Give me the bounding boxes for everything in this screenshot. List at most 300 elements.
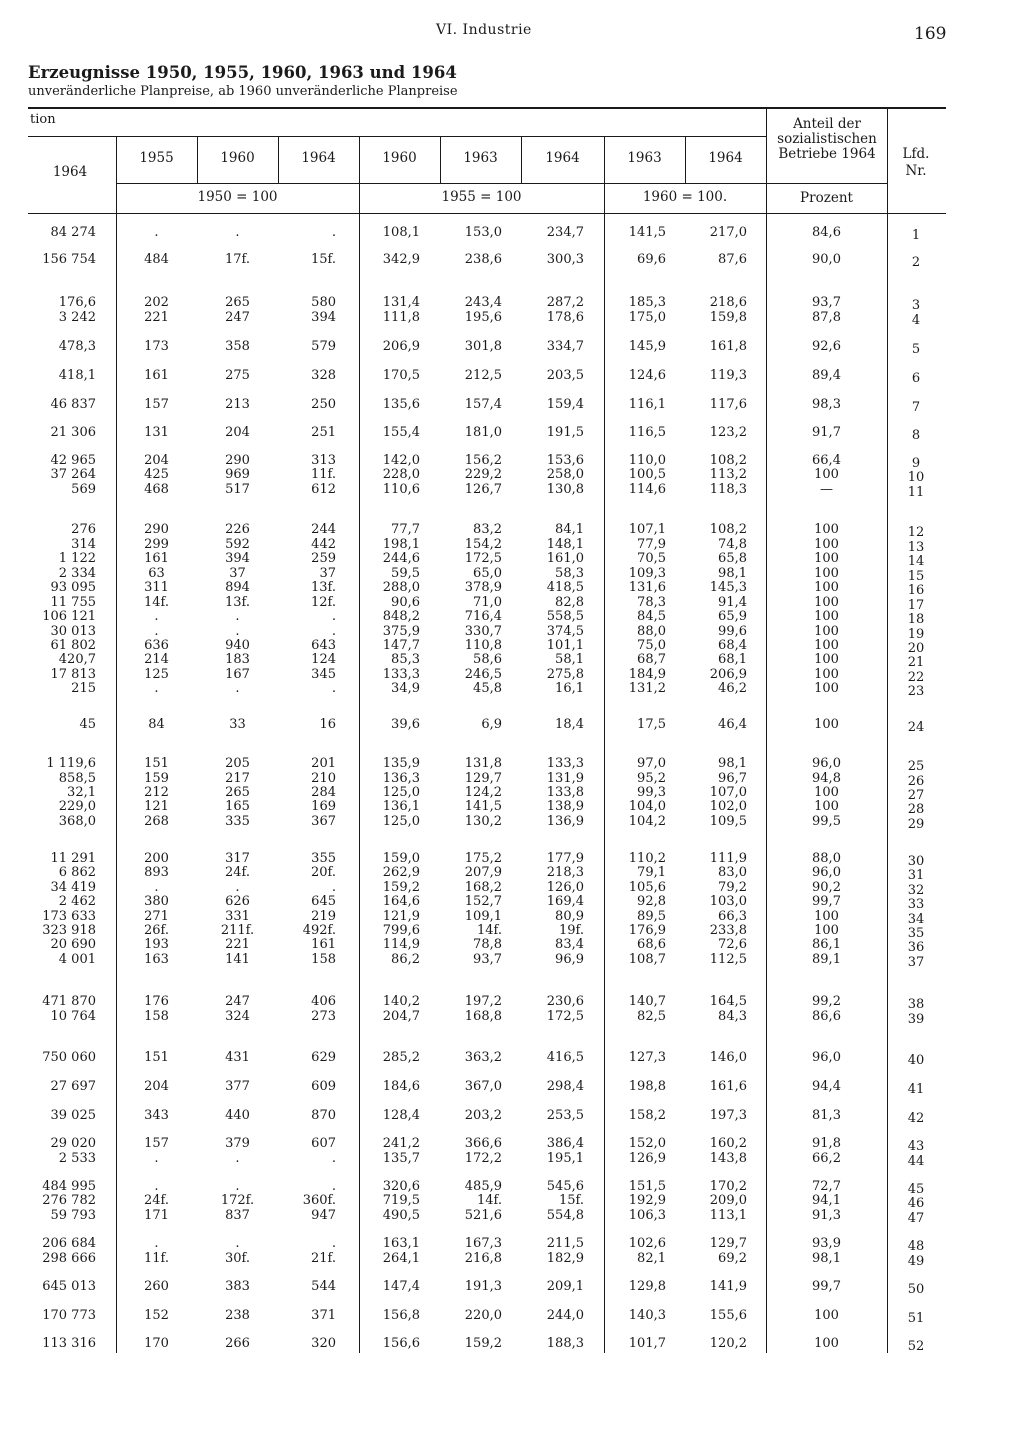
- cell-idx1960-1963: 69,6: [637, 252, 666, 267]
- cell-idx1950-1964: .: [331, 1151, 336, 1166]
- cell-idx1960-1964: 108,2: [709, 522, 747, 537]
- header-g1-1960: 1960: [220, 150, 255, 166]
- cell-idx1950-1964: 360f.: [302, 1193, 336, 1208]
- cell-idx1950-1960: 837: [225, 1208, 250, 1223]
- cell-idx1955-1963: 124,2: [464, 785, 502, 800]
- cell-idx1950-1955: 636: [144, 638, 169, 653]
- cell-anteil-prozent: 94,8: [812, 771, 841, 786]
- cell-lfd-nr: 47: [907, 1211, 925, 1226]
- cell-idx1955-1960: 110,6: [382, 482, 420, 497]
- cell-idx1960-1964: 160,2: [709, 1136, 747, 1151]
- cell-anteil-prozent: 66,4: [812, 453, 841, 468]
- cell-prod-1964: 3 242: [58, 310, 96, 325]
- cell-idx1950-1955: 202: [144, 295, 169, 310]
- cell-idx1950-1960: 13f.: [224, 595, 251, 610]
- cell-prod-1964: 1 119,6: [46, 756, 96, 771]
- cell-prod-1964: 1 122: [58, 551, 96, 566]
- cell-idx1960-1963: 152,0: [628, 1136, 666, 1151]
- cell-idx1955-1964: 300,3: [546, 252, 584, 267]
- cell-idx1955-1964: 298,4: [546, 1079, 584, 1094]
- cell-idx1950-1960: 238: [225, 1308, 250, 1323]
- cell-idx1960-1963: 84,5: [637, 609, 666, 624]
- cell-idx1955-1960: 125,0: [382, 785, 420, 800]
- cell-idx1960-1963: 126,9: [628, 1151, 666, 1166]
- cell-idx1955-1964: 19f.: [558, 923, 584, 938]
- cell-anteil-prozent: 100: [814, 580, 839, 595]
- cell-idx1950-1964: .: [331, 681, 336, 696]
- cell-anteil-prozent: 91,7: [812, 425, 841, 440]
- cell-idx1960-1964: 129,7: [709, 1236, 747, 1251]
- cell-lfd-nr: 20: [907, 641, 925, 656]
- cell-prod-1964: 484 995: [42, 1179, 96, 1194]
- cell-idx1950-1964: 158: [311, 952, 336, 967]
- cell-idx1950-1955: 173: [144, 339, 169, 354]
- cell-idx1955-1964: 153,6: [546, 453, 584, 468]
- header-bottom-rule: [28, 213, 946, 214]
- cell-anteil-prozent: 100: [814, 681, 839, 696]
- cell-idx1950-1955: 176: [144, 994, 169, 1009]
- cell-idx1955-1964: 253,5: [546, 1108, 584, 1123]
- cell-idx1955-1964: 82,8: [555, 595, 584, 610]
- cell-idx1950-1955: 84: [148, 717, 165, 732]
- cell-idx1950-1964: 13f.: [310, 580, 336, 595]
- cell-idx1960-1964: 96,7: [718, 771, 747, 786]
- cell-idx1960-1964: 197,3: [709, 1108, 747, 1123]
- cell-idx1955-1964: 83,4: [555, 937, 584, 952]
- cell-idx1960-1964: 84,3: [718, 1009, 747, 1024]
- cell-idx1955-1963: 130,2: [464, 814, 502, 829]
- cell-idx1955-1963: 243,4: [464, 295, 502, 310]
- cell-prod-1964: 173 633: [42, 909, 96, 924]
- cell-idx1955-1963: 167,3: [464, 1236, 502, 1251]
- table-subtitle: unveränderliche Planpreise, ab 1960 unveränderliche Planpreise: [28, 84, 458, 99]
- cell-idx1950-1955: 14f.: [143, 595, 170, 610]
- cell-idx1950-1964: 645: [311, 894, 336, 909]
- cell-idx1960-1964: 209,0: [709, 1193, 747, 1208]
- cell-idx1950-1955: 158: [144, 1009, 169, 1024]
- cell-idx1955-1964: 148,1: [546, 537, 584, 552]
- cell-anteil-prozent: 94,1: [812, 1193, 841, 1208]
- cell-anteil-prozent: 89,4: [812, 368, 841, 383]
- cell-idx1955-1960: 159,2: [382, 880, 420, 895]
- cell-idx1955-1960: 163,1: [382, 1236, 420, 1251]
- cell-idx1955-1964: 386,4: [546, 1136, 584, 1151]
- cell-idx1950-1960: .: [235, 1179, 240, 1194]
- cell-idx1950-1955: 271: [144, 909, 169, 924]
- stub-heading-fragment: tion: [30, 112, 56, 127]
- cell-idx1960-1963: 116,5: [628, 425, 666, 440]
- cell-idx1955-1960: 59,5: [391, 566, 420, 581]
- cell-idx1955-1964: 191,5: [546, 425, 584, 440]
- cell-idx1960-1964: 79,2: [718, 880, 747, 895]
- cell-idx1950-1964: 345: [311, 667, 336, 682]
- cell-idx1955-1963: 45,8: [473, 681, 502, 696]
- cell-lfd-nr: 6: [911, 371, 921, 386]
- cell-lfd-nr: 43: [907, 1139, 925, 1154]
- cell-idx1960-1964: 65,8: [718, 551, 747, 566]
- cell-idx1960-1963: 82,5: [637, 1009, 666, 1024]
- cell-idx1955-1960: 184,6: [382, 1079, 420, 1094]
- cell-idx1960-1964: 111,9: [709, 851, 747, 866]
- cell-prod-1964: 30 013: [50, 624, 96, 639]
- cell-lfd-nr: 2: [911, 255, 921, 270]
- cell-idx1950-1964: 21f.: [310, 1251, 336, 1266]
- cell-prod-1964: 471 870: [42, 994, 96, 1009]
- cell-idx1950-1964: .: [331, 225, 336, 240]
- cell-idx1950-1960: 165: [225, 799, 250, 814]
- cell-idx1955-1960: 170,5: [382, 368, 420, 383]
- cell-idx1955-1964: 418,5: [546, 580, 584, 595]
- cell-idx1950-1955: 484: [144, 252, 169, 267]
- cell-prod-1964: 170 773: [42, 1308, 96, 1323]
- cell-idx1950-1964: .: [331, 880, 336, 895]
- cell-idx1950-1960: 894: [225, 580, 250, 595]
- cell-idx1955-1963: 172,5: [464, 551, 502, 566]
- cell-idx1955-1960: 125,0: [382, 814, 420, 829]
- cell-lfd-nr: 5: [911, 342, 921, 357]
- cell-prod-1964: 156 754: [42, 252, 96, 267]
- cell-idx1955-1963: 168,8: [464, 1009, 502, 1024]
- cell-idx1960-1963: 79,1: [637, 865, 666, 880]
- cell-idx1950-1960: 431: [225, 1050, 250, 1065]
- cell-anteil-prozent: 99,5: [812, 814, 841, 829]
- cell-prod-1964: 42 965: [50, 453, 96, 468]
- cell-idx1955-1960: 128,4: [382, 1108, 420, 1123]
- cell-idx1950-1960: 17f.: [224, 252, 251, 267]
- cell-idx1955-1963: 203,2: [464, 1108, 502, 1123]
- cell-idx1950-1955: 221: [144, 310, 169, 325]
- cell-idx1960-1963: 88,0: [637, 624, 666, 639]
- cell-anteil-prozent: 100: [814, 638, 839, 653]
- cell-idx1955-1963: 6,9: [481, 717, 502, 732]
- cell-idx1955-1960: 164,6: [382, 894, 420, 909]
- cell-prod-1964: 229,0: [58, 799, 96, 814]
- cell-idx1955-1963: 366,6: [464, 1136, 502, 1151]
- cell-idx1950-1964: 219: [311, 909, 336, 924]
- cell-idx1955-1960: 206,9: [382, 339, 420, 354]
- cell-idx1955-1964: 554,8: [546, 1208, 584, 1223]
- cell-idx1955-1963: 168,2: [464, 880, 502, 895]
- cell-idx1950-1960: 358: [225, 339, 250, 354]
- cell-idx1960-1963: 124,6: [628, 368, 666, 383]
- cell-prod-1964: 39 025: [50, 1108, 96, 1123]
- cell-idx1955-1963: 207,9: [464, 865, 502, 880]
- header-g1-1964: 1964: [301, 150, 336, 166]
- cell-idx1950-1960: 275: [225, 368, 250, 383]
- cell-idx1950-1960: 211f.: [220, 923, 255, 938]
- cell-idx1960-1964: 91,4: [718, 595, 747, 610]
- cell-anteil-prozent: 89,1: [812, 952, 841, 967]
- cell-idx1955-1964: 133,3: [546, 756, 584, 771]
- cell-idx1960-1963: 184,9: [628, 667, 666, 682]
- cell-idx1955-1960: 135,6: [382, 397, 420, 412]
- cell-lfd-nr: 3: [911, 298, 921, 313]
- cell-idx1950-1960: 24f.: [224, 865, 251, 880]
- cell-idx1950-1964: 328: [311, 368, 336, 383]
- cell-idx1950-1960: 183: [225, 652, 250, 667]
- cell-idx1955-1960: 156,8: [382, 1308, 420, 1323]
- cell-idx1960-1964: 117,6: [709, 397, 747, 412]
- cell-idx1960-1963: 116,1: [628, 397, 666, 412]
- cell-idx1955-1964: 545,6: [546, 1179, 584, 1194]
- cell-anteil-prozent: 90,2: [812, 880, 841, 895]
- cell-idx1955-1964: 234,7: [546, 225, 584, 240]
- cell-idx1955-1963: 521,6: [464, 1208, 502, 1223]
- cell-idx1955-1964: 209,1: [546, 1279, 584, 1294]
- cell-idx1955-1964: 16,1: [555, 681, 584, 696]
- cell-idx1955-1963: 157,4: [464, 397, 502, 412]
- cell-anteil-prozent: 99,7: [812, 1279, 841, 1294]
- cell-idx1950-1964: 492f.: [302, 923, 336, 938]
- cell-idx1955-1964: 138,9: [546, 799, 584, 814]
- cell-prod-1964: 46 837: [50, 397, 96, 412]
- cell-anteil-prozent: 81,3: [812, 1108, 841, 1123]
- cell-idx1960-1964: 164,5: [709, 994, 747, 1009]
- cell-idx1960-1963: 102,6: [628, 1236, 666, 1251]
- cell-idx1960-1963: 185,3: [628, 295, 666, 310]
- cell-idx1950-1964: 612: [311, 482, 336, 497]
- cell-idx1950-1960: 247: [225, 310, 250, 325]
- cell-idx1950-1960: 377: [225, 1079, 250, 1094]
- cell-lfd-nr: 46: [907, 1196, 925, 1211]
- cell-idx1955-1960: 198,1: [382, 537, 420, 552]
- cell-idx1960-1964: 87,6: [718, 252, 747, 267]
- cell-lfd-nr: 36: [907, 940, 925, 955]
- cell-prod-1964: 176,6: [58, 295, 96, 310]
- cell-prod-1964: 2 334: [58, 566, 96, 581]
- cell-prod-1964: 569: [71, 482, 96, 497]
- cell-idx1960-1963: 175,0: [628, 310, 666, 325]
- cell-anteil-prozent: 99,7: [812, 894, 841, 909]
- cell-anteil-prozent: 96,0: [812, 865, 841, 880]
- cell-idx1950-1960: 324: [225, 1009, 250, 1024]
- cell-idx1955-1963: 14f.: [476, 1193, 502, 1208]
- cell-idx1955-1960: 799,6: [382, 923, 420, 938]
- cell-idx1950-1964: 169: [311, 799, 336, 814]
- cell-idx1955-1964: 58,1: [555, 652, 584, 667]
- cell-idx1950-1955: .: [154, 225, 159, 240]
- cell-idx1955-1960: 719,5: [382, 1193, 420, 1208]
- cell-idx1955-1963: 367,0: [464, 1079, 502, 1094]
- cell-anteil-prozent: 91,3: [812, 1208, 841, 1223]
- cell-prod-1964: 106 121: [42, 609, 96, 624]
- cell-idx1960-1964: 146,0: [709, 1050, 747, 1065]
- cell-prod-1964: 84 274: [50, 225, 96, 240]
- cell-prod-1964: 368,0: [58, 814, 96, 829]
- cell-idx1950-1960: .: [235, 1151, 240, 1166]
- cell-idx1955-1963: 14f.: [476, 923, 502, 938]
- cell-idx1960-1964: 68,4: [718, 638, 747, 653]
- cell-idx1955-1963: 152,7: [464, 894, 502, 909]
- cell-idx1950-1960: 37: [229, 566, 246, 581]
- cell-anteil-prozent: 100: [814, 652, 839, 667]
- cell-idx1950-1964: 579: [311, 339, 336, 354]
- cell-idx1955-1960: 85,3: [391, 652, 420, 667]
- cell-idx1950-1955: 380: [144, 894, 169, 909]
- cell-idx1955-1960: 204,7: [382, 1009, 420, 1024]
- cell-idx1955-1964: 230,6: [546, 994, 584, 1009]
- cell-idx1955-1963: 246,5: [464, 667, 502, 682]
- cell-idx1955-1960: 108,1: [382, 225, 420, 240]
- cell-idx1950-1955: 268: [144, 814, 169, 829]
- cell-idx1960-1963: 109,3: [628, 566, 666, 581]
- cell-idx1955-1964: 101,1: [546, 638, 584, 653]
- cell-anteil-prozent: —: [820, 482, 833, 497]
- cell-idx1955-1963: 109,1: [464, 909, 502, 924]
- cell-idx1960-1963: 99,3: [637, 785, 666, 800]
- cell-idx1960-1964: 68,1: [718, 652, 747, 667]
- cell-prod-1964: 6 862: [58, 865, 96, 880]
- cell-idx1960-1963: 140,3: [628, 1308, 666, 1323]
- cell-idx1960-1964: 120,2: [709, 1336, 747, 1351]
- cell-idx1950-1964: 870: [311, 1108, 336, 1123]
- cell-prod-1964: 323 918: [42, 923, 96, 938]
- cell-idx1960-1964: 109,5: [709, 814, 747, 829]
- cell-idx1960-1964: 74,8: [718, 537, 747, 552]
- cell-idx1960-1963: 104,2: [628, 814, 666, 829]
- cell-idx1950-1955: 290: [144, 522, 169, 537]
- cell-idx1950-1964: 609: [311, 1079, 336, 1094]
- cell-anteil-prozent: 100: [814, 923, 839, 938]
- section-heading: VI. Industrie: [436, 22, 532, 38]
- cell-anteil-prozent: 100: [814, 467, 839, 482]
- cell-idx1955-1963: 181,0: [464, 425, 502, 440]
- cell-lfd-nr: 28: [907, 802, 925, 817]
- cell-lfd-nr: 41: [907, 1082, 925, 1097]
- cell-idx1955-1964: 182,9: [546, 1251, 584, 1266]
- cell-prod-1964: 20 690: [50, 937, 96, 952]
- cell-prod-1964: 21 306: [50, 425, 96, 440]
- cell-lfd-nr: 51: [907, 1311, 925, 1326]
- page-number: 169: [914, 24, 947, 44]
- cell-idx1955-1960: 86,2: [391, 952, 420, 967]
- cell-idx1950-1964: 15f.: [310, 252, 336, 267]
- cell-idx1950-1964: 37: [319, 566, 336, 581]
- cell-idx1960-1964: 118,3: [709, 482, 747, 497]
- cell-idx1960-1964: 218,6: [709, 295, 747, 310]
- cell-lfd-nr: 34: [907, 912, 925, 927]
- cell-prod-1964: 113 316: [42, 1336, 96, 1351]
- cell-idx1950-1964: 442: [311, 537, 336, 552]
- cell-idx1950-1964: 251: [311, 425, 336, 440]
- cell-idx1955-1963: 220,0: [464, 1308, 502, 1323]
- cell-lfd-nr: 52: [907, 1339, 925, 1354]
- cell-idx1950-1960: 394: [225, 551, 250, 566]
- cell-prod-1964: 11 291: [50, 851, 96, 866]
- cell-idx1955-1963: 330,7: [464, 624, 502, 639]
- cell-idx1950-1955: 63: [148, 566, 165, 581]
- cell-prod-1964: 420,7: [58, 652, 96, 667]
- cell-idx1960-1964: 66,3: [718, 909, 747, 924]
- cell-idx1950-1955: .: [154, 1179, 159, 1194]
- header-g2-1964: 1964: [545, 150, 580, 166]
- cell-idx1955-1963: 485,9: [464, 1179, 502, 1194]
- cell-idx1950-1955: 343: [144, 1108, 169, 1123]
- cell-idx1955-1964: 177,9: [546, 851, 584, 866]
- cell-idx1950-1955: 260: [144, 1279, 169, 1294]
- cell-idx1950-1955: 121: [144, 799, 169, 814]
- cell-idx1960-1964: 102,0: [709, 799, 747, 814]
- cell-idx1955-1960: 140,2: [382, 994, 420, 1009]
- cell-anteil-prozent: 100: [814, 566, 839, 581]
- cell-prod-1964: 93 095: [50, 580, 96, 595]
- cell-lfd-nr: 29: [907, 817, 925, 832]
- cell-lfd-nr: 35: [907, 926, 925, 941]
- cell-idx1955-1963: 191,3: [464, 1279, 502, 1294]
- cell-idx1950-1964: 320: [311, 1336, 336, 1351]
- cell-prod-1964: 2 533: [58, 1151, 96, 1166]
- cell-lfd-nr: 30: [907, 854, 925, 869]
- cell-prod-1964: 314: [71, 537, 96, 552]
- cell-anteil-prozent: 100: [814, 909, 839, 924]
- cell-idx1955-1963: 126,7: [464, 482, 502, 497]
- cell-anteil-prozent: 98,3: [812, 397, 841, 412]
- cell-idx1960-1963: 105,6: [628, 880, 666, 895]
- cell-idx1950-1964: 12f.: [310, 595, 336, 610]
- cell-lfd-nr: 14: [907, 554, 925, 569]
- cell-idx1950-1955: 24f.: [143, 1193, 170, 1208]
- cell-idx1950-1964: 284: [311, 785, 336, 800]
- cell-idx1950-1964: 259: [311, 551, 336, 566]
- cell-lfd-nr: 12: [907, 525, 925, 540]
- cell-anteil-prozent: 99,2: [812, 994, 841, 1009]
- cell-idx1950-1964: 244: [311, 522, 336, 537]
- cell-idx1950-1960: 940: [225, 638, 250, 653]
- cell-idx1955-1964: 136,9: [546, 814, 584, 829]
- cell-idx1955-1960: 131,4: [382, 295, 420, 310]
- cell-idx1960-1963: 82,1: [637, 1251, 666, 1266]
- cell-idx1960-1964: 206,9: [709, 667, 747, 682]
- cell-idx1960-1964: 72,6: [718, 937, 747, 952]
- cell-idx1955-1963: 153,0: [464, 225, 502, 240]
- cell-idx1950-1955: 161: [144, 551, 169, 566]
- cell-anteil-prozent: 100: [814, 624, 839, 639]
- cell-idx1955-1964: 334,7: [546, 339, 584, 354]
- cell-idx1960-1964: 107,0: [709, 785, 747, 800]
- cell-idx1950-1960: .: [235, 880, 240, 895]
- cell-idx1960-1964: 113,2: [709, 467, 747, 482]
- cell-idx1960-1963: 70,5: [637, 551, 666, 566]
- cell-idx1950-1964: 629: [311, 1050, 336, 1065]
- cell-idx1960-1963: 78,3: [637, 595, 666, 610]
- cell-idx1950-1955: 157: [144, 397, 169, 412]
- cell-idx1955-1960: 135,7: [382, 1151, 420, 1166]
- cell-idx1960-1963: 131,6: [628, 580, 666, 595]
- cell-idx1950-1964: 16: [319, 717, 336, 732]
- header-base-1950: 1950 = 100: [197, 189, 278, 205]
- cell-idx1955-1960: 133,3: [382, 667, 420, 682]
- cell-idx1950-1955: 161: [144, 368, 169, 383]
- cell-idx1960-1963: 100,5: [628, 467, 666, 482]
- cell-idx1955-1964: 558,5: [546, 609, 584, 624]
- cell-idx1955-1960: 288,0: [382, 580, 420, 595]
- cell-idx1950-1964: 367: [311, 814, 336, 829]
- cell-idx1960-1964: 99,6: [718, 624, 747, 639]
- cell-anteil-prozent: 100: [814, 537, 839, 552]
- cell-idx1955-1964: 18,4: [555, 717, 584, 732]
- cell-idx1950-1960: 141: [225, 952, 250, 967]
- cell-idx1955-1964: 130,8: [546, 482, 584, 497]
- cell-lfd-nr: 7: [911, 400, 921, 415]
- cell-idx1955-1960: 135,9: [382, 756, 420, 771]
- cell-idx1955-1964: 287,2: [546, 295, 584, 310]
- cell-idx1960-1963: 77,9: [637, 537, 666, 552]
- cell-idx1960-1963: 92,8: [637, 894, 666, 909]
- cell-idx1950-1955: 157: [144, 1136, 169, 1151]
- cell-idx1955-1963: 154,2: [464, 537, 502, 552]
- cell-anteil-prozent: 92,6: [812, 339, 841, 354]
- cell-lfd-nr: 40: [907, 1053, 925, 1068]
